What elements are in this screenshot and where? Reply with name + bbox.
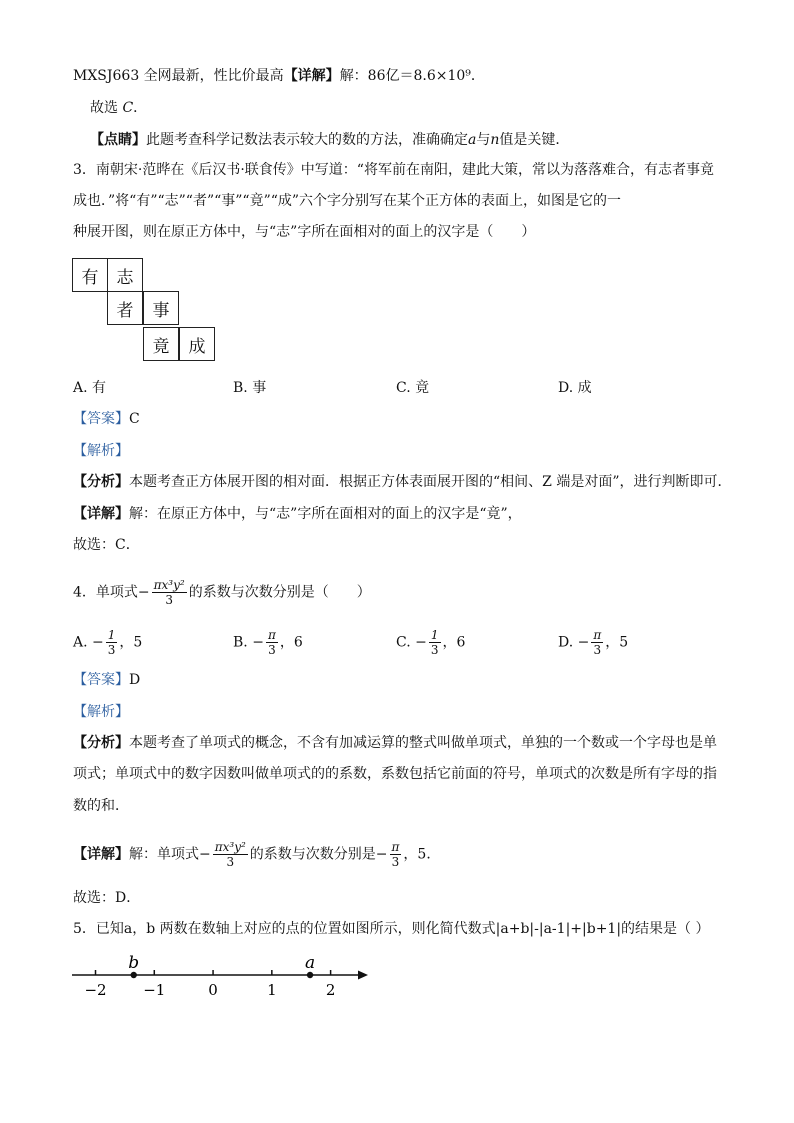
q3-option-b: B. 事 (233, 380, 267, 396)
axis-tick-label: −1 (143, 981, 166, 999)
net-cell: 竟 (143, 327, 179, 361)
q3-option-d: D. 成 (558, 380, 592, 396)
axis-tick-label: −2 (84, 981, 107, 999)
q4-analysis: 【解析】 (73, 704, 129, 720)
q3-choice: 故选：C． (73, 537, 140, 553)
net-cell: 事 (143, 291, 179, 325)
q4-stem: 4．单项式− $\frac{\text{πx³y²}}{3}$ 的系数与次数分别是（ ） (73, 578, 371, 607)
net-cell: 成 (179, 327, 215, 361)
q3-analysis: 【解析】 (73, 443, 129, 459)
net-cell: 者 (107, 291, 143, 325)
net-cell: 有 (72, 258, 108, 292)
point-tag: 【点睛】 (90, 132, 146, 148)
q3-fenxi: 【分析】本题考查正方体展开图的相对面．根据正方体表面展开图的“相间、Z 端是对面”，进行判断即可． (73, 474, 732, 490)
q2-point: 【点睛】此题考查科学记数法表示较大的数的方法，准确确定a与n值是关键． (90, 132, 570, 148)
q3-option-c: C. 竟 (396, 380, 430, 396)
q4-answer: 【答案】D (73, 672, 141, 688)
q4-option-b: B. − $\frac{\pi}{3}$ ，6 (233, 628, 303, 657)
q5-stem: 5．已知a，b 两数在数轴上对应的点的位置如图所示，则化简代数式|a+b|-|a-1|+|b+1|的结果是（ ） (73, 921, 710, 937)
q2-choice: 故选 C． (90, 100, 148, 116)
number-line (68, 950, 388, 1000)
header-line (73, 66, 485, 86)
q3-option-a: A. 有 (73, 380, 107, 396)
net-cell: 志 (107, 258, 143, 292)
q4-option-c: C. − $\frac{1}{3}$ ，6 (396, 628, 466, 657)
q3-answer: 【答案】C (73, 411, 140, 427)
header-text: 解：86亿＝8.6×10⁹． (339, 68, 485, 84)
q4-expr-fraction: $\frac{\text{πx³y²}}{3}$ (153, 578, 185, 607)
q3-stem-line1: 3．南朝宋·范晔在《后汉书·联食传》中写道：“将军前在南阳，建此大策，常以为落落难合，有志者事竟 (73, 162, 714, 178)
q3-stem-line3: 种展开图，则在原正方体中，与“志”字所在面相对的面上的汉字是（ ） (73, 224, 536, 240)
axis-tick-label: 0 (208, 981, 218, 999)
header-source: MXSJ663 全网最新，性比价最高 (73, 68, 284, 84)
q4-fenxi-1: 【分析】本题考查了单项式的概念，不含有加减运算的整式叫做单项式，单独的一个数或一个字母也是单 (73, 735, 717, 751)
header-tag: 【详解】 (283, 68, 340, 84)
q4-option-a: A. − $\frac{1}{3}$ ，5 (73, 628, 143, 657)
q4-detail: 【详解】解：单项式− $\frac{\text{πx³y²}}{3}$ 的系数与次数分别是− $\frac{\pi}{3}$ ，5． (73, 840, 441, 869)
point-label-b: b (128, 953, 140, 973)
q4-fenxi-3: 数的和． (73, 798, 129, 814)
q3-stem-line2: 成也．”将“有”“志”“者”“事”“竟”“成”六个字分别写在某个正方体的表面上，如图是它的一 (73, 193, 622, 209)
axis-arrow (358, 971, 368, 980)
point-label-a: a (304, 953, 316, 973)
q4-choice: 故选：D． (73, 890, 141, 906)
axis-tick-label: 1 (267, 981, 277, 999)
q4-fenxi-2: 项式；单项式中的数字因数叫做单项式的的系数，系数包括它前面的符号，单项式的次数是所有字母的指 (73, 766, 717, 782)
q3-detail: 【详解】解：在原正方体中，与“志”字所在面相对的面上的汉字是“竟”， (73, 506, 522, 522)
axis-tick-label: 2 (325, 981, 336, 999)
q4-option-d: D. − $\frac{\pi}{3}$ ，5 (558, 628, 629, 657)
